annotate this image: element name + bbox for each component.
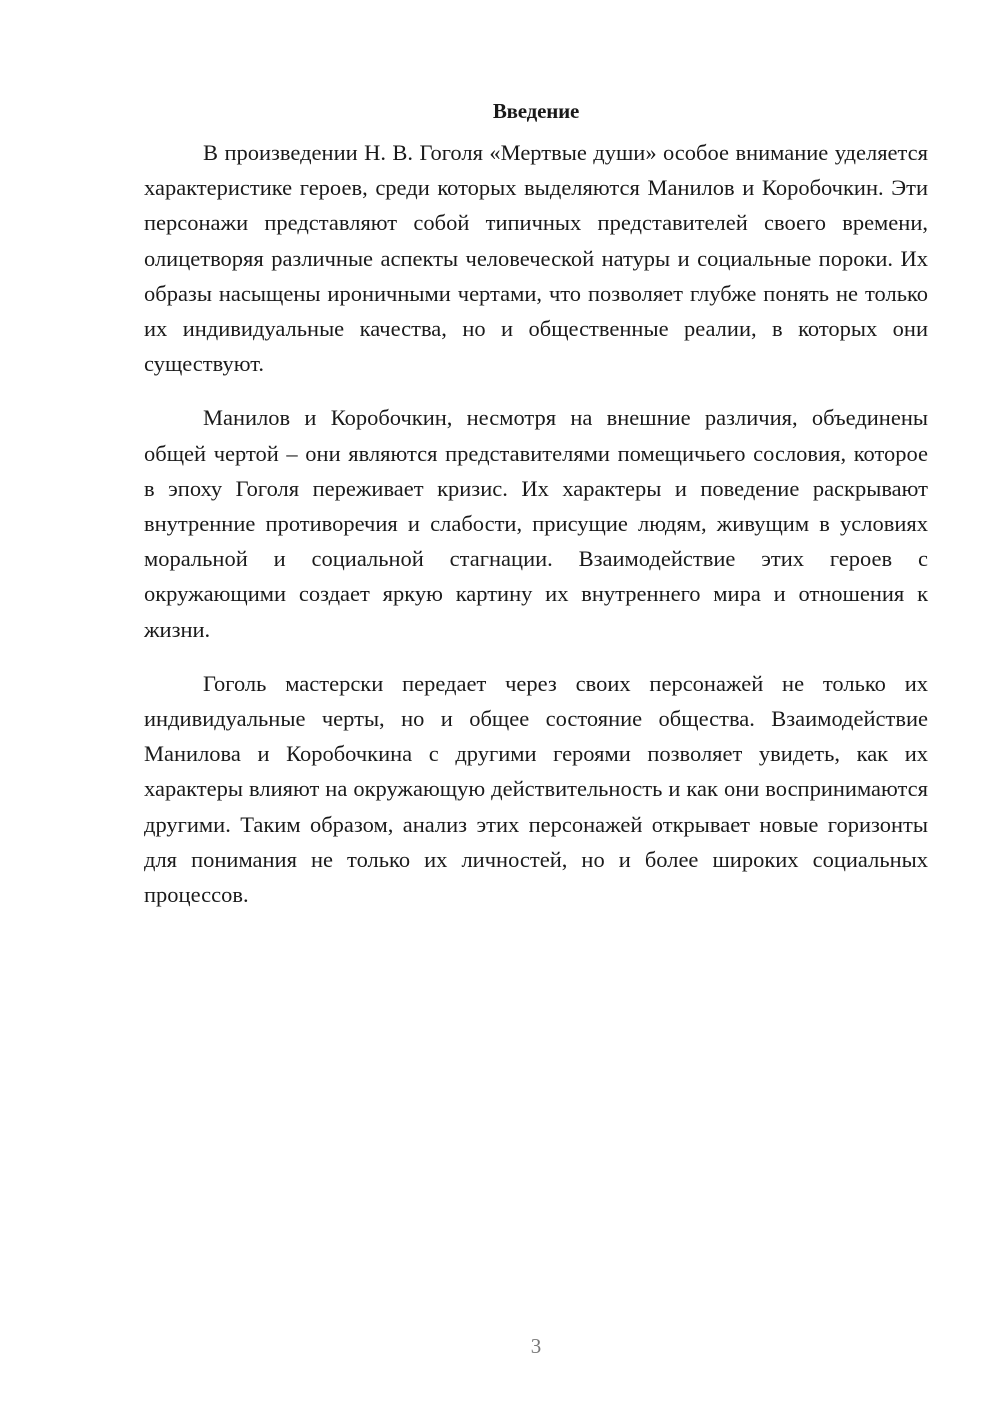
paragraph-3: Гоголь мастерски передает через своих персонажей не только их индивидуальные черты, но и общее состояние общества. Взаимодействие Манилова и Коробочкина с другими героями позволяет увидеть, как их характеры влияют на окружающую действительность и как они воспринимаются другими. Таким образом, анализ этих персонажей открывает новые горизонты для понимания не только их личностей, но и более широких социальных процессов.	[144, 670, 928, 908]
paragraph-2: Манилов и Коробочкин, несмотря на внешние различия, объединены общей чертой – они являются представителями помещичьего сословия, которое в эпоху Гоголя переживает кризис. Их характеры и поведение раскрывают внутренние противоречия и слабости, присущие людям, живущим в условиях моральной и социальной стагнации. Взаимодействие этих героев с окружающими создает яркую картину их внутреннего мира и отношения к жизни.	[144, 405, 928, 642]
section-heading: Введение	[492, 99, 580, 123]
page-number: 3	[530, 1334, 542, 1358]
paragraph-1: В произведении Н. В. Гоголя «Мертвые души» особое внимание уделяется характеристике героев, среди которых выделяются Манилов и Коробочкин. Эти персонажи представляют собой типичных представителей своего времени, олицетворяя различные аспекты человеческой натуры и социальные пороки. Их образы насыщены ироничными чертами, что позволяет глубже понять не только их индивидуальные качества, но и общественные реалии, в которых они существуют.	[144, 140, 928, 377]
page-content	[144, 96, 928, 931]
